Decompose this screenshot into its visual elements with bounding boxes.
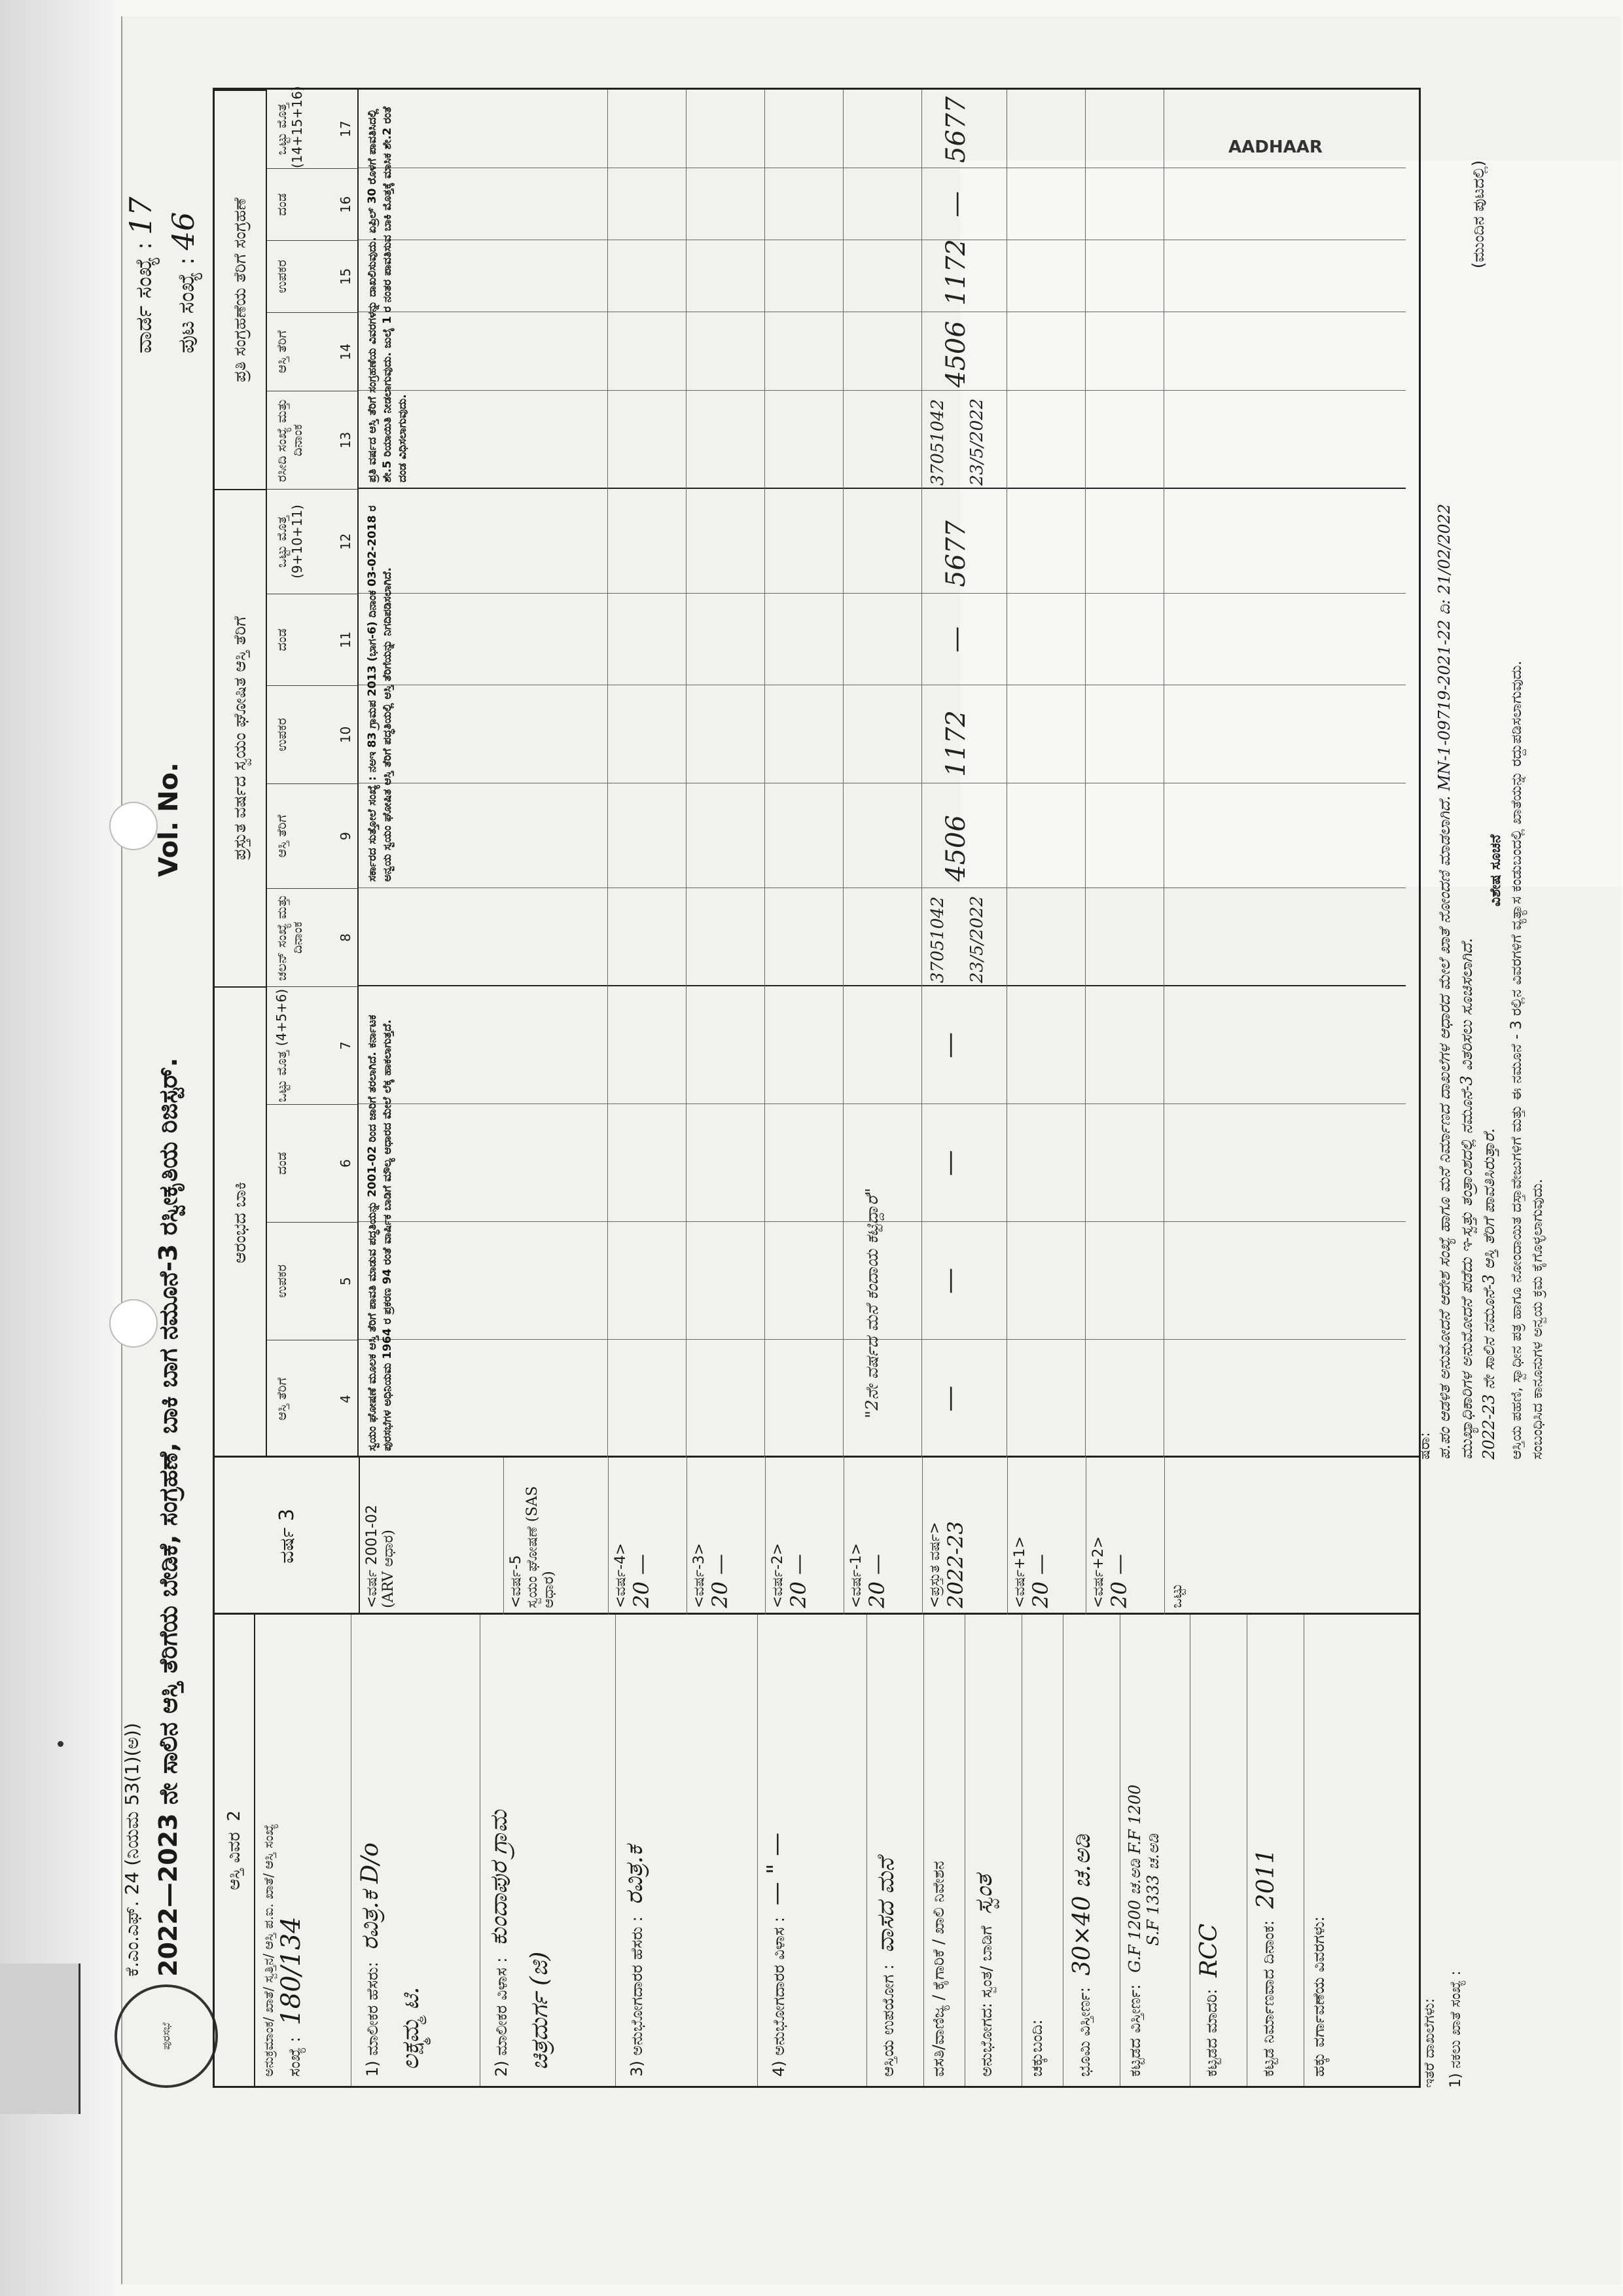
property-use-value: ವಾಸದ ಮನೆ [872,1857,899,1953]
cell-challan-date: 23/5/2022 [967,895,987,983]
cell-receipt-date: 23/5/2022 [967,398,987,486]
occupant-address-value: — " — [763,1832,790,1906]
property-category-label: ವಸತಿ/ವಾಣಿಜ್ಯ / ಕೈಗಾರಿಕೆ / ಖಾಲಿ ನಿವೇಶನ [929,1861,948,2077]
property-use-field [867,1615,924,2086]
col-header-7 [267,986,359,1104]
row-divider [1085,90,1086,1458]
group-current-demand: ಪ್ರಸ್ತುತ ವರ್ಷದ ಸ್ವಯಂ ಘೋಷಿತ ಆಸ್ತಿ ತೆರಿಗೆ [215,489,267,986]
page-value: 46 [166,211,201,251]
register-table [213,88,1421,2088]
form-header [115,85,206,2088]
year-row-label: <ವರ್ಷ-1> [848,1543,865,1608]
col-num: 11 [338,631,353,649]
col-header-17 [267,86,359,168]
transfer-field [1304,1615,1367,2086]
col-label: ಉಪಕರ [274,718,289,751]
construction-year-field [1247,1615,1304,2086]
property-details-num: 2 [224,1810,244,1821]
other-documents-label: ಇತರೆ ದಾಖಲೆಗಳು: [1421,1998,1438,2088]
number-label: ಸಂಖ್ಯೆ : [285,2037,304,2077]
building-type-label: ಕಟ್ಟಡದ ಮಾದರಿ: [1202,1988,1221,2077]
col-num: 15 [338,268,353,285]
declaration-line-2: ಸಂಬಂಧಿಸಿದ ಕಾನೂನುಗಳ ಅನ್ವಯ ಕ್ರಮ ಕೈಗೊಳ್ಳಲಾಗುವುದು. [1529,1179,1546,1460]
construction-year-value: 2011 [1253,1848,1279,1909]
year-row-sub: 20 — [629,1554,654,1608]
remarks-label: ಷರಾ: [1417,1432,1433,1460]
row-divider [607,90,608,1458]
printed-note-arrears: ಸ್ವಯಂ ಘೋಷಣೆ ಮೂಲಕ ಆಸ್ತಿ ತೆರಿಗೆ ಪಾವತಿ ಮಾಡುವ ಪದ್ಧತಿಯನ್ನು 2001-02 ರಿಂದ ಜಾರಿಗೆ ತರಲಾಗಿದೆ. ಕರ್ನಾಟಕ ಪುರಸಭೆಗಳ ಅಧಿನಿಯಮ 1964 ರ ಪ್ರಕರಣ 94 ರಂತೆ ವಾರ್ಷಿಕ ಬಾಡಿಗೆ ಮೌಲ್ಯ ಆಧಾರದ ಮೇಲೆ ಲೆಕ್ಕ ಹಾಕಲಾಗುತ್ತದೆ. [366,1014,394,1451]
group-collection: ಪ್ರತಿ ಸಂಗ್ರಹಣೆಯ ತೆರಿಗೆ ಸಂಗ್ರಹಣೆ [215,90,267,489]
year-row-sub: (ARV ಆಧಾರ) [380,1530,397,1608]
year-header-label: ವರ್ಷ [275,1527,298,1564]
year-row-sub: 20 — [1107,1554,1132,1608]
col-label: ಉಪಕರ [274,260,289,293]
boundaries-field [1022,1615,1063,2086]
col-num: 4 [338,1395,353,1403]
occupancy-type-label: ಅನುಭೋಗದ: ಸ್ವಂತ/ ಬಾಡಿಗೆ [977,1926,995,2077]
form-reference: ಕೆ.ಎಂ.ಎಫ್. 24 (ನಿಯಮ 53(1)(ಅ)) [121,1723,143,1977]
owner-label: 1) ಮಾಲೀಕರ ಹೆಸರು: [363,1962,382,2077]
owner-field [351,1615,480,2086]
col-num: 14 [338,343,353,361]
ward-value: 17 [123,196,158,236]
year-row-label: <ವರ್ಷ+2> [1090,1536,1107,1608]
year-row-current [923,1458,1008,1615]
col-num: 13 [338,431,353,449]
col-header-11 [267,594,359,685]
col-divider [359,488,1406,489]
year-row [609,1458,687,1615]
year-row-sub: 20 — [786,1554,811,1608]
col-label: ಆಸ್ತಿ ತೆರಿಗೆ [274,330,289,374]
number-value: 180/134 [276,1916,306,2026]
col-num: 10 [338,726,353,744]
cell-collection-total: 5677 [941,96,971,163]
occupant-label: 3) ಅನುಭೋಗದಾರರ ಹೆಸರು : [628,1916,646,2077]
cell-demand-total: 5677 [941,520,971,587]
col-header-12 [267,489,359,594]
year-column [215,1456,1419,1615]
col-label: ದಂಡ [274,628,289,651]
year-row-label: <ವರ್ಷ-4> [613,1543,629,1608]
col-num: 17 [338,120,353,137]
printed-note-collection: ಪ್ರತಿ ವರ್ಷದ ಆಸ್ತಿ ತೆರಿಗೆ ಸಂಗ್ರಹಣೆಯ ವಿವರಗಳನ್ನು ದಾಖಲಿಸುವುದು. ಏಪ್ರಿಲ್ 30 ರೊಳಗೆ ಪಾವತಿಸಿದಲ್ಲಿ ಶೇ.5 ರಿಯಾಯಿತಿ ನೀಡಲಾಗುವುದು. ಜುಲೈ 1 ರ ನಂತರ ಪಾವತಿಸುವ ಬಾಕಿ ಮೊತ್ತಕ್ಕೆ ಮಾಸಿಕ ಶೇ.2 ರಂತೆ ದಂಡ ವಿಧಿಸಲಾಗುವುದು. [366,106,409,482]
year-column-header [215,1458,360,1615]
building-area-value-2: S.F 1333 ಚ.ಅಡಿ [1144,1833,1162,1946]
site-area-value: 30×40 ಚ.ಅಡಿ [1069,1834,1096,1976]
building-area-label: ಕಟ್ಟಡದ ವಿಸ್ತೀರ್ಣ: [1126,1984,1144,2077]
construction-year-label: ಕಟ್ಟಡ ನಿರ್ಮಾಣವಾದ ದಿನಾಂಕ: [1259,1920,1277,2077]
transfer-label: ಹಕ್ಕು ವರ್ಗಾವಣೆಯ ವಿವರಗಳು: [1310,1916,1328,2077]
seal-text: ಪುರಸಭೆ [160,2022,172,2050]
year-row-label: <ವರ್ಷ-3> [691,1543,707,1608]
declaration-block [1486,281,1548,1460]
tax-columns [215,86,1419,1458]
col-label: ಆಸ್ತಿ ತೆರಿಗೆ [274,1377,289,1421]
year-row [844,1458,923,1615]
copy-account-label: 1) ನಕಲು ಖಾತೆ ಸಂಖ್ಯೆ : [1448,1970,1464,2088]
building-type-value: RCC [1196,1923,1222,1978]
cell-challan-no: 37051042 [928,896,948,983]
owner-value-line2: ಲಕ್ಷ್ಮಮ್ಮ ಟಿ. [397,1986,424,2070]
remarks-line-1: ಪ.ಪಂ ಆಡಳಿತ ಅನುಮೋದನೆ ಆದೇಶ ಸಂಖ್ಯೆ ಹಾಗೂ ಮನೆ ನಿರ್ಮಾಣದ ದಾಖಲೆಗಳ ಆಧಾರದ ಮೇಲೆ ಖಾತೆ ನೋಂದಣಿ ಮಾಡಲಾಗಿದೆ. MN-1-09719-2021-22 ದಿ: 21/02/2022 [1435,503,1454,1460]
group-arrears: ಆರಂಭದ ಬಾಕಿ [215,986,267,1458]
year-row-label: <ವರ್ಷ 2001-02 [364,1505,380,1608]
col-header-16 [267,168,359,240]
row-divider [843,90,844,1458]
col-header-6 [267,1104,359,1222]
col-label: ರಸೀದಿ ಸಂಖ್ಯೆ ಮತ್ತು ದಿನಾಂಕ [274,398,305,482]
property-use-label: ಆಸ್ತಿಯ ಉಪಯೋಗ : [879,1964,897,2077]
year-row [504,1458,609,1615]
cell-arrears-tax: — [935,1386,965,1412]
form-rotated [115,85,1546,2088]
cell-demand-tax: 4506 [941,815,971,882]
row-divider [921,90,922,1458]
owner-address-field [480,1615,616,2086]
col-label: ಒಟ್ಟು ಮೊತ್ತ (14+15+16) [274,86,305,168]
property-number-field [255,1615,351,2086]
year-row [1008,1458,1086,1615]
office-seal [115,1984,218,2088]
owner-address-label: 2) ಮಾಲೀಕರ ವಿಳಾಸ : [492,1957,510,2077]
site-area-label: ಭೂಮಿ ವಿಸ್ತೀರ್ಣ: [1075,1987,1094,2077]
building-area-value: G.F 1200 ಚ.ಅಡಿ F.F 1200 [1126,1784,1144,1973]
year-row-sub: 20 — [707,1554,732,1608]
site-area-field [1063,1615,1120,2086]
col-label: ಚಲನ್ ಸಂಖ್ಯೆ ಮತ್ತು ದಿನಾಂಕ [274,894,305,981]
year-row-label: <ವರ್ಷ+1> [1012,1536,1028,1608]
col-header-13 [267,391,359,489]
col-num: 9 [338,832,353,840]
cell-receipt-no: 37051042 [928,399,948,486]
special-note-label: ವಿಶೇಷ ಸೂಚನೆ [1488,834,1504,906]
col-label: ಉಪಕರ [274,1265,289,1298]
page-label: ಪುಟ ಸಂಖ್ಯೆ : [173,257,200,353]
col-num: 12 [338,533,353,550]
col-num: 6 [338,1159,353,1168]
col-label: ಒಟ್ಟು ಮೊತ್ತ (4+5+6) [274,989,289,1103]
col-divider [359,390,1406,391]
col-header-9 [267,783,359,888]
year-row-label: <ವರ್ಷ-2> [770,1543,786,1608]
cell-demand-penalty: — [941,626,971,653]
property-category-field [924,1615,965,2086]
year-row-sub: ಸ್ವಯಂ ಘೋಷಣೆ (SAS ಆಧಾರ) [524,1486,557,1608]
col-label: ದಂಡ [274,193,289,216]
owner-value: ರವಿತ್ರ.ಕ D/o [357,1842,383,1950]
property-details-header [215,1615,255,2086]
printed-note-demand: ಸರ್ಕಾರದ ಸುತ್ತೋಲೆ ಸಂಖ್ಯೆ : ನಅಇ 83 ಗ್ರಾಮಪ 2013 (ಭಾಗ-6) ದಿನಾಂಕ 03-02-2018 ರ ಅನ್ವಯ ಸ್ವಯಂ ಘೋಷಿತ ಆಸ್ತಿ ತೆರಿಗೆ ಪದ್ಧತಿಯಲ್ಲಿ ಆಸ್ತಿ ತೆರಿಗೆಯನ್ನು ನಿಗದಿಪಡಿಸಲಾಗಿದೆ. [366,505,394,882]
col-label: ಆಸ್ತಿ ತೆರಿಗೆ [274,814,289,858]
year-row-label: <ಪ್ರಸ್ತುತ ವರ್ಷ> [927,1522,943,1608]
form-footer-left [1417,1466,1469,2088]
cell-collection-penalty: — [941,191,971,217]
col-header-5 [267,1222,359,1340]
col-header-10 [267,685,359,783]
row-divider [764,90,765,1458]
cell-collection-tax: 4506 [941,321,971,387]
occupant-address-field [758,1615,867,2086]
occupancy-type-value: ಸ್ವಂತ [971,1874,997,1914]
property-number-caption: ಅನುಕ್ರಮಾಂಕ/ ಖಾತೆ/ ಸ್ವತ್ತಿನ/ ಆಸ್ತಿ ಪ.ಐ. ಖಾತೆ/ ಆಸ್ತಿ ಸಂಖ್ಯೆ [260,1823,276,2077]
row-divider [686,90,687,1458]
year-row [687,1458,766,1615]
continued-label: (ಮುಂದಿನ ಪುಟದಲ್ಲಿ) [1469,160,1488,268]
col-num: 5 [338,1277,353,1285]
volume-label: Vol. No. [154,762,184,877]
col-num: 8 [338,933,353,942]
year-row-label: <ವರ್ಷ-5 [508,1555,524,1608]
occupant-value: ರವಿತ್ರ.ಕ [621,1845,648,1905]
handwritten-remark: "2ನೇ ವರ್ಷದ ಮನೆ ಕಂದಾಯ ಕಟ್ಟಿದ್ದಾರೆ" [863,1187,882,1418]
cell-arrears-total: — [935,1032,965,1058]
year-row [766,1458,844,1615]
adjacent-page-edge [0,1964,80,2114]
col-label: ಒಟ್ಟು ಮೊತ್ತ (9+10+11) [274,505,305,579]
col-header-14 [267,312,359,391]
remarks-line-2: ಮುಖ್ಯಾಧಿಕಾರಿಗಳ ಅನುಮೋದನೆ ಪಡೆದು ಇ-ಸ್ವತ್ತು ತಂತ್ರಾಂಶದಲ್ಲಿ ನಮೂನೆ-3 ವಿತರಿಸಲು ಸೂಚಿಸಲಾಗಿದೆ. [1457,938,1476,1460]
year-row-total [1165,1458,1224,1615]
cell-arrears-cess: — [935,1268,965,1294]
col-header-15 [267,240,359,312]
owner-address-value: ಕುಂದಾಪುರ ಗ್ರಾಮ [486,1810,512,1946]
cell-demand-cess: 1172 [941,710,971,777]
occupant-field [616,1615,758,2086]
year-row [1086,1458,1165,1615]
property-details-column [215,1613,1419,2086]
remarks-line-3: 2022-23 ನೇ ಸಾಲಿನ ನಮೂನೆ-3 ಆಸ್ತಿ ತೆರಿಗೆ ಪಾವತಿಸಿರುತ್ತಾರೆ. [1480,1128,1498,1460]
year-row-sub: 2022-23 [943,1521,968,1608]
col-num: 16 [338,196,353,213]
occupant-address-label: 4) ಅನುಭೋಗದಾರರ ವಿಳಾಸ : [770,1916,788,2077]
building-type-field [1190,1615,1247,2086]
cell-collection-cess: 1172 [941,239,971,306]
col-divider [359,593,1406,594]
property-details-title: ಆಸ್ತಿ ವಿವರ [224,1832,244,1890]
col-header-8 [267,888,359,986]
building-area-field [1120,1615,1190,2086]
cell-arrears-penalty: — [935,1150,965,1176]
year-row-sub: 20 — [865,1554,889,1608]
year-row-sub: 20 — [1028,1554,1053,1608]
form-title: 2022—2023 ನೇ ಸಾಲಿನ ಆಸ್ತಿ ತೆರಿಗೆಯ ಬೇಡಿಕೆ, ಸಂಗ್ರಹಣೆ, ಬಾಕಿ ಬಾಗ ನಮೂನೆ-3 ರಸ್ವೀಕೃತಿಯ ರಿಜಿಸ್ಟರ್. [154,1057,183,1977]
boundaries-label: ಚಕ್ಕುಬಂದಿ: [1027,2019,1046,2077]
declaration-line-1: ಆಸ್ತಿಯ ಪಹಣಿ, ಸ್ವಾಧೀನ ಪತ್ರ ಹಾಗೂ ನೋಂದಾಯಿತ ದಸ್ತಾವೇಜುಗಳಿಗೆ ಮತ್ತು ಈ ನಮೂನೆ - 3 ರಲ್ಲಿನ ವಿವರಗಳಿಗೆ ವ್ಯತ್ಯಾಸ ಕಂಡುಬಂದಲ್ಲಿ ಖಾತೆಯನ್ನು ರದ್ದುಪಡಿಸಲಾಗುವುದು. [1508,660,1525,1460]
scan-dot [58,1741,63,1747]
year-header-num: 3 [275,1509,298,1522]
col-header-4 [267,1340,359,1458]
col-label: ದಂಡ [274,1152,289,1175]
ward-page-block [121,197,206,353]
year-row [360,1458,504,1615]
owner-address-line2: ಚಿತ್ರದುರ್ಗ (ಜಿ) [526,1951,553,2070]
year-row-label: ಒಟ್ಟು [1169,1583,1185,1608]
ward-label: ವಾರ್ಡ ಸಂಖ್ಯೆ : [131,242,157,353]
scan-background-edge [0,0,115,2296]
col-num: 7 [338,1041,353,1050]
aadhaar-strip-text: AADHAAR [1228,137,1323,157]
occupancy-type-field [965,1615,1022,2086]
